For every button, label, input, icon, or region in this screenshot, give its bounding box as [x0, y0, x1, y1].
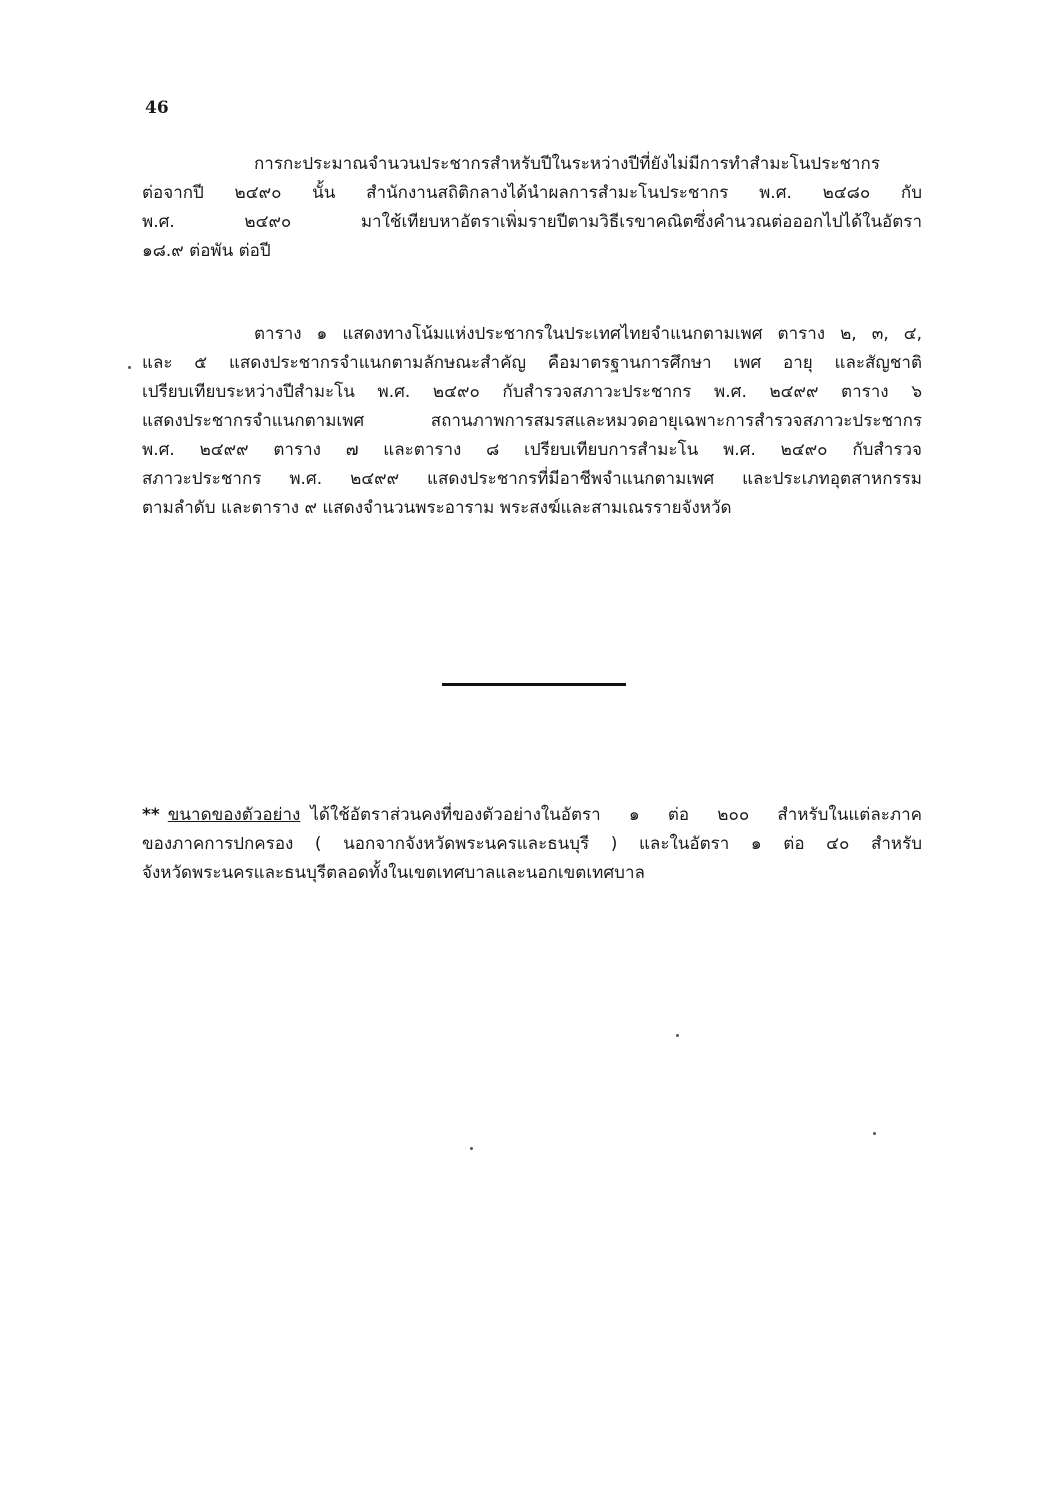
footnote-sample-size	[142, 801, 922, 888]
scan-speck	[470, 1147, 473, 1150]
text-line: และ ๕ แสดงประชากรจำแนกตามลักษณะสำคัญ คือมาตรฐานการศึกษา เพศ อายุ และสัญชาติ	[142, 353, 922, 373]
text-line: ต่อจากปี ๒๔๙๐ นั้น สำนักงานสถิติกลางได้นำผลการสำมะโนประชากร พ.ศ. ๒๔๘๐ กับ	[142, 183, 922, 203]
footnote-term: ขนาดของตัวอย่าง	[167, 805, 301, 825]
footnote-line: ของภาคการปกครอง ( นอกจากจังหวัดพระนครและธนบุรี ) และในอัตรา ๑ ต่อ ๔๐ สำหรับ	[142, 834, 922, 854]
section-divider	[442, 683, 626, 686]
text-line: การกะประมาณจำนวนประชากรสำหรับปีในระหว่างปีที่ยังไม่มีการทำสำมะโนประชากร	[254, 154, 880, 174]
footnote-line	[142, 801, 922, 830]
text-line: ๑๘.๙ ต่อพัน ต่อปี	[142, 241, 271, 261]
paragraph-table-descriptions	[142, 320, 922, 523]
scan-speck	[873, 1132, 876, 1135]
scan-speck	[128, 366, 131, 369]
paragraph-population-estimate	[142, 150, 922, 266]
text-line: พ.ศ. ๒๔๙๐ มาใช้เทียบหาอัตราเพิ่มรายปีตามวิธีเรขาคณิตซึ่งคำนวณต่อออกไปได้ในอัตรา	[142, 212, 922, 232]
footnote-marker: **	[142, 805, 160, 825]
text-line: แสดงประชากรจำแนกตามเพศ สถานภาพการสมรสและหมวดอายุเฉพาะการสำรวจสภาวะประชากร	[142, 411, 922, 431]
page-number: 46	[145, 98, 169, 118]
text-line: เปรียบเทียบระหว่างปีสำมะโน พ.ศ. ๒๔๙๐ กับสำรวจสภาวะประชากร พ.ศ. ๒๔๙๙ ตาราง ๖	[142, 382, 922, 402]
text-line: ตามลำดับ และตาราง ๙ แสดงจำนวนพระอาราม พระสงฆ์และสามเณรรายจังหวัด	[142, 498, 732, 518]
text-line: พ.ศ. ๒๔๙๙ ตาราง ๗ และตาราง ๘ เปรียบเทียบการสำมะโน พ.ศ. ๒๔๙๐ กับสำรวจ	[142, 440, 922, 460]
text-line: สภาวะประชากร พ.ศ. ๒๔๙๙ แสดงประชากรที่มีอาชีพจำแนกตามเพศ และประเภทอุตสาหกรรม	[142, 469, 922, 489]
footnote-text: ได้ใช้อัตราส่วนคงที่ของตัวอย่างในอัตรา ๑ ต่อ ๒๐๐ สำหรับในแต่ละภาค	[310, 805, 922, 825]
text-line: ตาราง ๑ แสดงทางโน้มแห่งประชากรในประเทศไทยจำแนกตามเพศ ตาราง ๒, ๓, ๔,	[254, 324, 922, 344]
footnote-line: จังหวัดพระนครและธนบุรีตลอดทั้งในเขตเทศบาลและนอกเขตเทศบาล	[142, 863, 645, 883]
scan-speck	[676, 1034, 679, 1037]
